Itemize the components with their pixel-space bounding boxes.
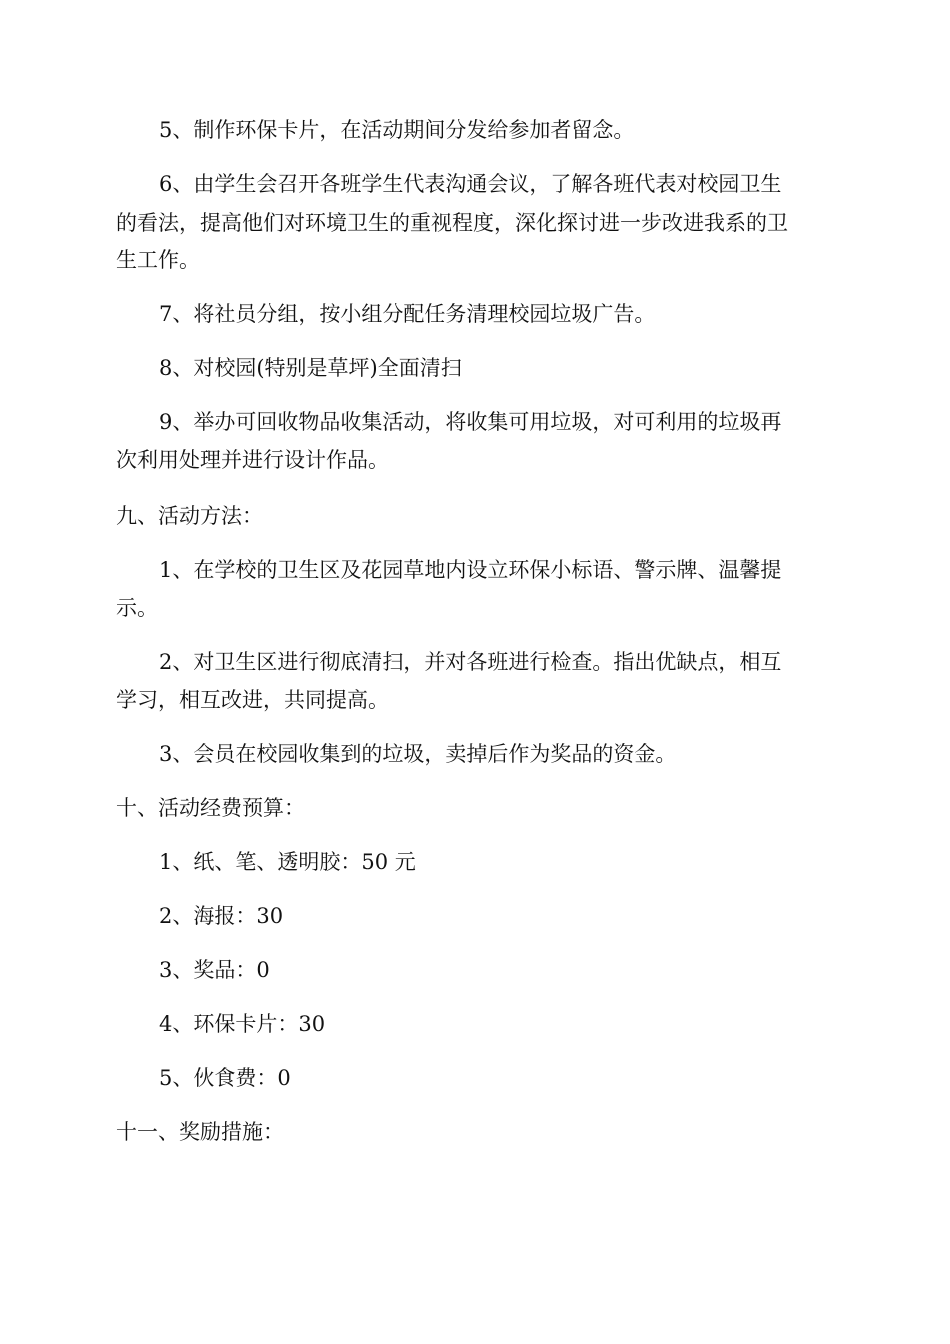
budget-item-3: 3、奖品：0 [159,958,270,982]
item-9-recycling-line-2: 次利用处理并进行设计作品。 [116,448,389,472]
item-6-meeting-line-3: 生工作。 [116,248,200,272]
budget-item-1: 1、纸、笔、透明胶：50 元 [159,850,416,874]
method-1-line-2: 示。 [116,596,158,620]
item-6-meeting-line-1: 6、由学生会召开各班学生代表沟通会议，了解各班代表对校园卫生 [159,172,782,196]
method-3: 3、会员在校园收集到的垃圾，卖掉后作为奖品的资金。 [159,742,677,766]
budget-item-5: 5、伙食费：0 [159,1066,291,1090]
section-9-heading: 九、活动方法： [116,504,263,528]
item-6-meeting-line-2: 的看法，提高他们对环境卫生的重视程度，深化探讨进一步改进我系的卫 [116,211,788,235]
item-8-cleaning: 8、对校园(特别是草坪)全面清扫 [159,356,462,380]
item-7-groups: 7、将社员分组，按小组分配任务清理校园垃圾广告。 [159,302,656,326]
section-11-heading: 十一、奖励措施： [116,1120,284,1144]
method-2-line-2: 学习，相互改进，共同提高。 [116,688,389,712]
method-2-line-1: 2、对卫生区进行彻底清扫，并对各班进行检查。指出优缺点，相互 [159,650,782,674]
section-10-heading: 十、活动经费预算： [116,796,305,820]
method-1-line-1: 1、在学校的卫生区及花园草地内设立环保小标语、警示牌、温馨提 [159,558,782,582]
item-5-card: 5、制作环保卡片，在活动期间分发给参加者留念。 [159,118,635,142]
budget-item-2: 2、海报：30 [159,904,284,928]
item-9-recycling-line-1: 9、举办可回收物品收集活动，将收集可用垃圾，对可利用的垃圾再 [159,410,782,434]
budget-item-4: 4、环保卡片：30 [159,1012,326,1036]
